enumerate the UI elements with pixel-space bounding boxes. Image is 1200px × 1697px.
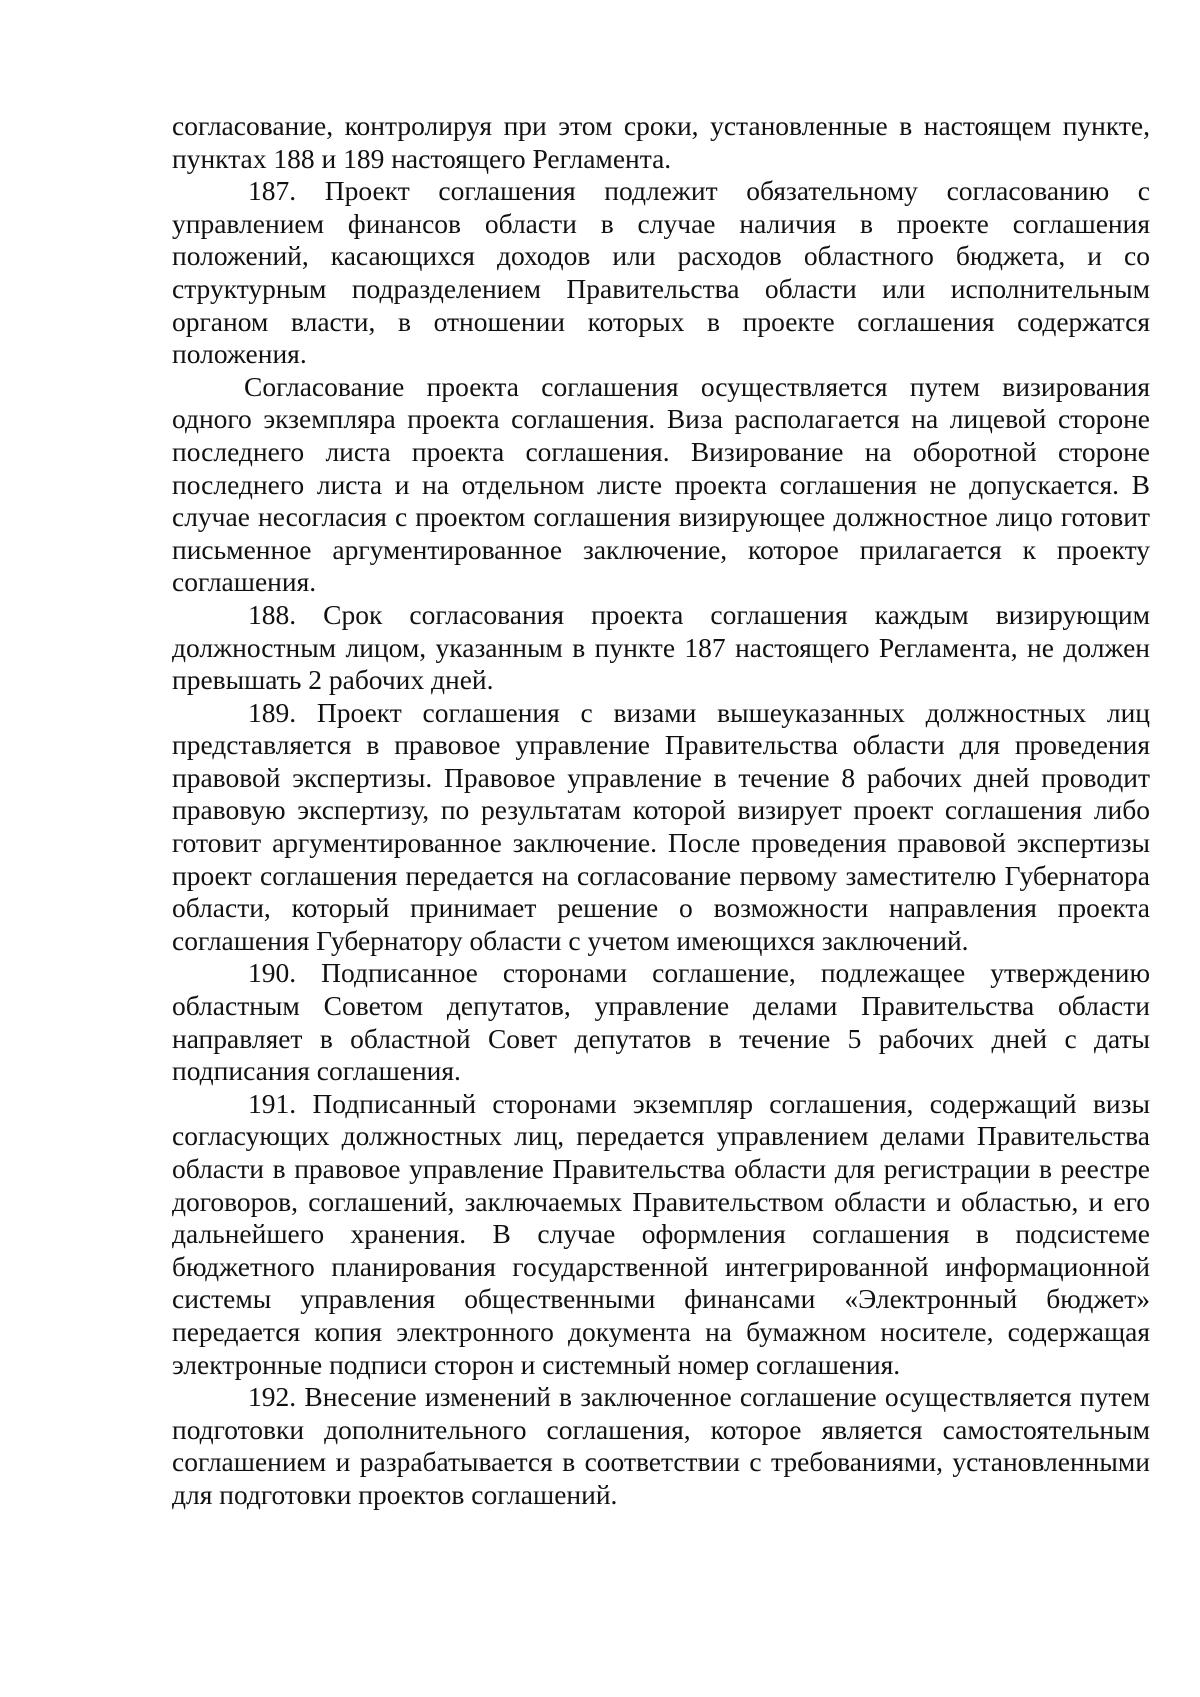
paragraph-191: 191. Подписанный сторонами экземпляр соглашения, содержащий визы согласующих должностных лиц, передается управлением делами Правительства области в правовое управление Правительства области для регистрации в реестре договоров, соглашений, заключаемых Правительством области и областью, и его дальнейшего хранения. В случае оформления соглашения в подсистеме бюджетного планирования государственной интегрированной информационной системы управления общественными финансами «Электронный бюджет» передается копия электронного документа на бумажном носителе, содержащая электронные подписи сторон и системный номер соглашения.: [172, 1087, 1150, 1380]
paragraph-192: 192. Внесение изменений в заключенное соглашение осуществляется путем подготовки дополнительного соглашения, которое является самостоятельным соглашением и разрабатывается в соответствии с требованиями, установленными для подготовки проектов соглашений.: [172, 1381, 1150, 1510]
paragraph-continuation: согласование, контролируя при этом сроки, установленные в настоящем пункте, пунктах 188 и 189 настоящего Регламента.: [172, 110, 1150, 174]
document-page: [172, 110, 1150, 1512]
paragraph-187: 187. Проект соглашения подлежит обязательному согласованию с управлением финансов области в случае наличия в проекте соглашения положений, касающихся доходов или расходов областного бюджета, и со структурным подразделением Правительства области или исполнительным органом власти, в отношении которых в проекте соглашения содержатся положения.: [172, 175, 1150, 370]
paragraph-188: 188. Срок согласования проекта соглашения каждым визирующим должностным лицом, указанным в пункте 187 настоящего Регламента, не должен превышать 2 рабочих дней.: [172, 598, 1150, 696]
paragraph-190: 190. Подписанное сторонами соглашение, подлежащее утверждению областным Советом депутатов, управление делами Правительства области направляет в областной Совет депутатов в течение 5 рабочих дней с даты подписания соглашения.: [172, 957, 1150, 1087]
paragraph-189: 189. Проект соглашения с визами вышеуказанных должностных лиц представляется в правовое управление Правительства области для проведения правовой экспертизы. Правовое управление в течение 8 рабочих дней проводит правовую экспертизу, по результатам которой визирует проект соглашения либо готовит аргументированное заключение. После проведения правовой экспертизы проект соглашения передается на согласование первому заместителю Губернатора области, который принимает решение о возможности направления проекта соглашения Губернатору области с учетом имеющихся заключений.: [172, 696, 1150, 956]
paragraph-approval-procedure: Согласование проекта соглашения осуществляется путем визирования одного экземпляра проекта соглашения. Виза располагается на лицевой стороне последнего листа проекта соглашения. Визирование на оборотной стороне последнего листа и на отдельном листе проекта соглашения не допускается. В случае несогласия с проектом соглашения визирующее должностное лицо готовит письменное аргументированное заключение, которое прилагается к проекту соглашения.: [172, 370, 1150, 598]
